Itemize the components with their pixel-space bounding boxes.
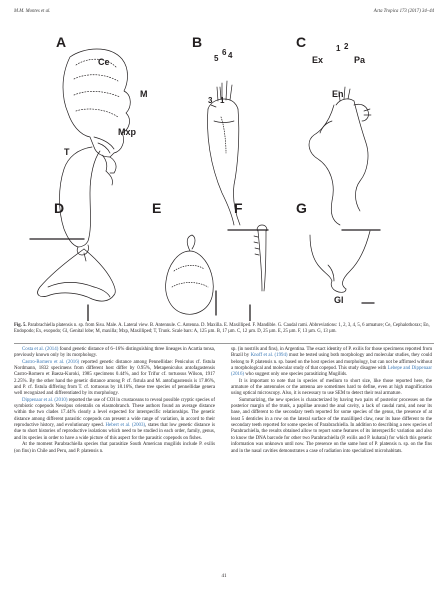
citation-link-knoff[interactable]: Knoff et al. (1994) <box>250 353 288 359</box>
caption-text: Parabrachiella platensis n. sp. from Sisu. Male. A. Lateral view. B. Antennule. C. Antenna. D. Maxilla. E. Maxilliped. F. Mandible. G. Caudal rami. Abbreviations: 1, 2, 3, 4, 5, 6 armature; Ce, Cephalothorax; En, Endopodo; Ex, exopodo; Gl, Genital lobe; M, maxilla; Mxp, Maxilliped; T, Trunk. Scale bars: A, 125 µm. B, 17 µm. C, 12 µm. D, 25 µm. E, 25 µm. F, 13 µm. G, 13 µm. <box>14 323 430 335</box>
left-p1-text: found genetic distance of 6–16% distinguishing three lineages in Acartia tonsa, previously known only by its morphology. <box>14 347 215 359</box>
label-b4: 4 <box>228 51 233 60</box>
label-ex: Ex <box>312 55 324 65</box>
figure-5 <box>14 25 434 321</box>
citation-link-lebepe[interactable]: Lebepe and Dippenaar (2016) <box>231 366 432 378</box>
panel-c-letter: C <box>296 34 307 50</box>
panel-g-letter: G <box>296 200 307 216</box>
label-t: T <box>64 147 70 157</box>
citation-link-hebert[interactable]: Hebert et al. (2003) <box>105 423 146 429</box>
right-p1-text-a: sp. (in nostrils and fins), in Argentina. The exact identity of P. exilis for those specimens reported from Brazil by <box>231 347 432 359</box>
citation-link-castro-romero[interactable]: Castro-Romero et al. (2016) <box>22 359 80 365</box>
panel-b-letter: B <box>192 34 203 50</box>
right-p2-text: It is important to note that in species of medium to short size, like those reported here, the armature of the antennules or the antenna are sometimes hard to define, even at high magnification using optical microscopy. Also, it is necessary to use SEM to detect their real armature. <box>231 378 432 397</box>
left-p2-text: reported genetic distance among Pennellidae: Peniculus cf. fistula Nordmann, 1832 specimens from different host differ by 0.95%, Metapeniculus antofagastensis Castro-Romero et Baeza-Kuroki, 1985 specimens 0.44%, and for Trifur cf. tortuosus Wilson, 1917 2.25%. By the other hand the genetic distance among P. cf. fistula and M. antofagastensis is 17.86%, and P. cf. fistula differing from T. cf. tortuosus by 18.16%, these tree species of pennellidae genera well recognized and differentiated by its morphology. <box>14 359 215 397</box>
right-paragraph-3 <box>231 398 432 455</box>
citation-link-costa[interactable]: Costa et al. (2014) <box>22 347 59 352</box>
panel-f-drawing <box>250 225 267 321</box>
header-journal: Acta Tropica 173 (2017) 34–44 <box>373 9 434 14</box>
right-paragraph-2 <box>231 379 432 398</box>
label-m: M <box>140 89 148 99</box>
right-paragraph-1 <box>231 347 432 379</box>
left-paragraph-4 <box>14 442 215 455</box>
left-paragraph-1 <box>14 347 215 360</box>
right-p3-text: Summarizing, the new species is characterized by having two pairs of posterior processes on the posterior margin of the trunk, a papillae around the anal cavity, a lack of caudal rami, and near its base, and different to the secondary teeth reported for some species of the genus, the presence of at least 5 denticles in a row on the lateral surface of the maxilliped claw, near its base different to the secondary teeth reported for some species of Parabrachiella. In addition to describing a new species of Parabrachiella, the results obtained allow to report some features of its interspecific variation and also to know the DNA barcode for other two Parabrachiella (P. exilis and P. kuhatai) for which this genetic information was unknown until now. The presence on the same host of P. platensis n. sp. on the fins and in the nasal cavities demonstrates a case of radiation into specialized microhabitats. <box>231 397 432 454</box>
label-c1: 1 <box>336 44 341 53</box>
panel-c-drawing <box>309 87 380 230</box>
page-number: 41 <box>221 574 227 579</box>
panel-e-letter: E <box>152 200 162 216</box>
running-header <box>14 9 434 19</box>
panel-d-drawing <box>38 249 116 321</box>
label-mxp: Mxp <box>118 127 136 137</box>
left-paragraph-2 <box>14 360 215 398</box>
label-b1: 1 <box>220 96 225 105</box>
left-p3-text-a: reported the use of COI in crustaceans to reveal possible cryptic species of symbiotic copepods Nessipus orientalis on elasmobranch. These authors found an average distance within the two clades 17.44% clearly a level expected for interspecific relationships. The genetic distance among different parasitic copepods can present a wide range of variation, in accord to their reproductive history, and evolutionary speed. <box>14 397 216 429</box>
label-b6: 6 <box>222 48 227 57</box>
panel-f-letter: F <box>234 200 243 216</box>
left-column <box>14 347 215 455</box>
caption-label: Fig. 5. <box>14 323 27 328</box>
right-p1-text-c: who suggest only one species parasitizing Mugilids. <box>244 372 348 378</box>
label-ce: Ce <box>98 57 110 67</box>
panel-a-letter: A <box>56 34 67 50</box>
left-p4-text: At the moment Parabrachiella species that parasitize South American mugilids include P. exilis (on fins) in Chile and Peru, and P. platensis n. <box>14 442 215 454</box>
label-b5: 5 <box>214 54 219 63</box>
caption-divider <box>14 343 434 344</box>
label-pa: Pa <box>354 55 366 65</box>
left-p3-text-b: , states that low genetic distance is due to short histories of reproductive isolations which need to be studied in each order, family, genus, and its species in order to have a wide picture of this aspect for the parasitic copepods on fishes. <box>14 423 216 441</box>
figure-drawings <box>14 25 434 321</box>
left-paragraph-3 <box>14 398 215 442</box>
right-p1-text-b: must be tested using both morphology and molecular studies, they could belong to P. platensis n. sp. based on the host species and morphology, but can not be affirmed without a morphological and molecular study of that copepod. This study disagree with <box>231 353 432 372</box>
label-c2: 2 <box>344 42 349 51</box>
panel-g-drawing <box>310 231 374 303</box>
figure-caption <box>14 323 434 335</box>
right-column <box>231 347 432 455</box>
panel-e-drawing <box>166 235 216 315</box>
label-gl: Gl <box>334 295 344 305</box>
panel-a-drawing <box>30 49 130 261</box>
panel-d-letter: D <box>54 200 65 216</box>
label-en: En <box>332 89 344 99</box>
header-authors: M.M. Montes et al. <box>14 9 51 14</box>
citation-link-dippenaar[interactable]: Dippenaar et al. (2010) <box>22 397 68 403</box>
label-b3: 3 <box>208 96 213 105</box>
